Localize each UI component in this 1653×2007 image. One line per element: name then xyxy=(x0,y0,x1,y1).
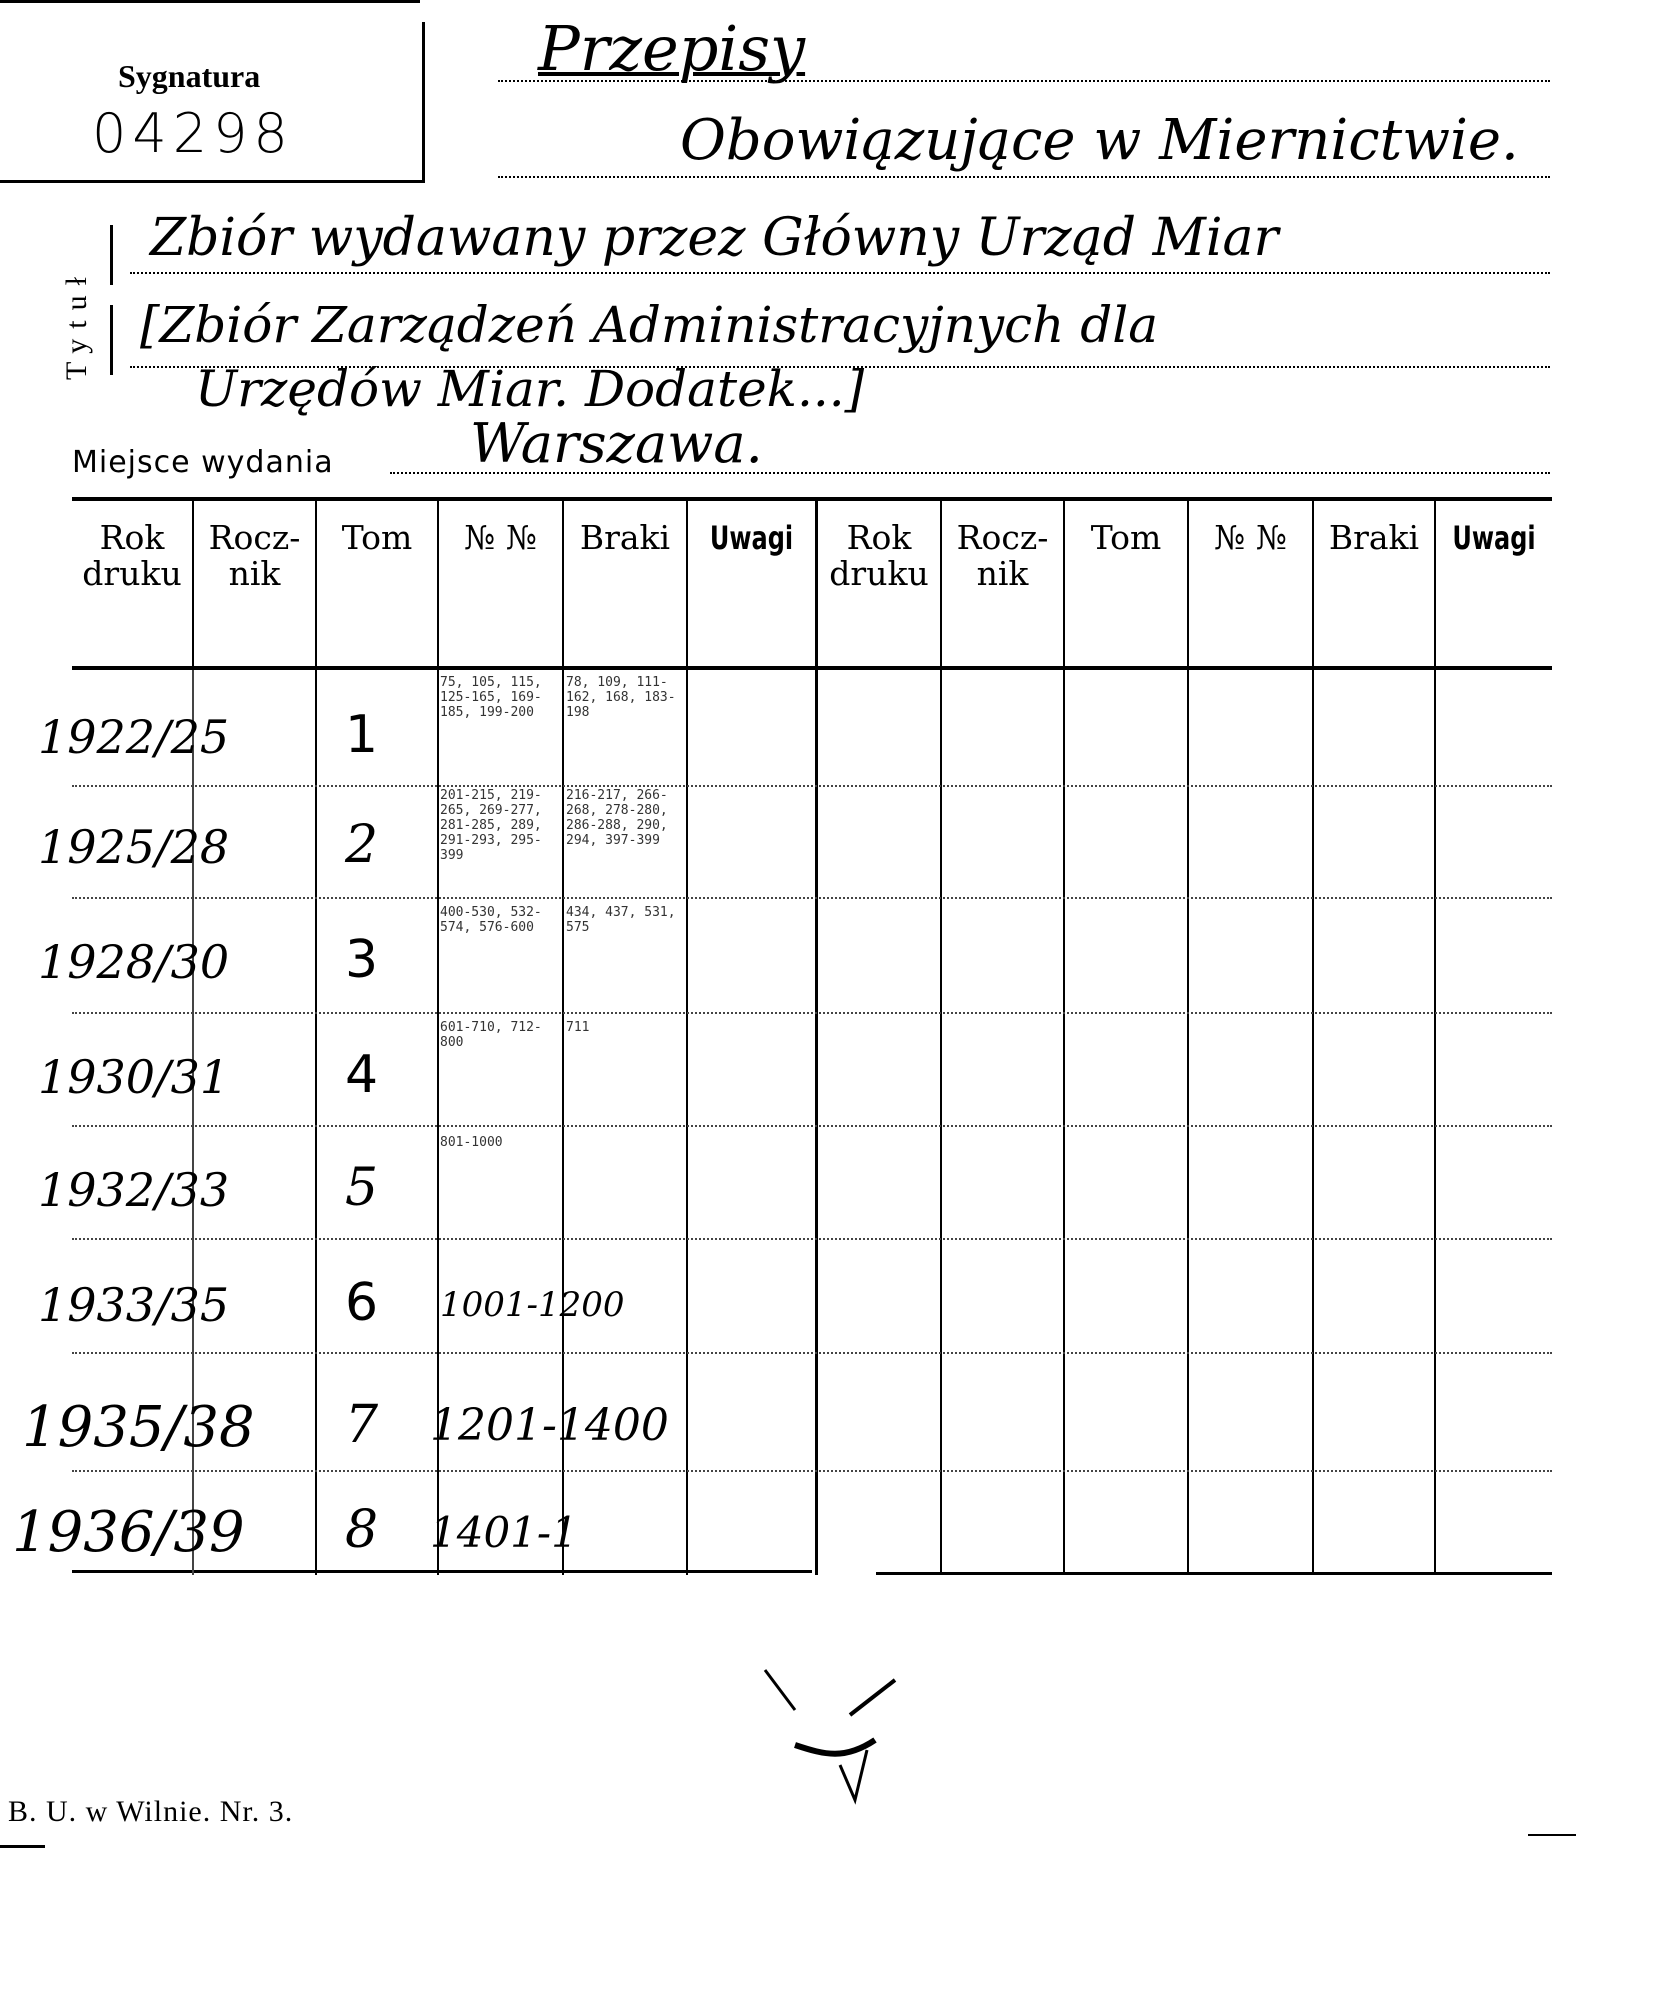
header-braki-right: Braki xyxy=(1328,518,1420,557)
numery-cell: 1401-1 xyxy=(430,1508,578,1557)
title-line-3: Zbiór wydawany przez Główny Urząd Miar xyxy=(150,208,1279,268)
table-bottom-line-left xyxy=(72,1570,812,1573)
table-header-bottom-line xyxy=(72,666,1552,670)
tom-cell: 8 xyxy=(345,1500,379,1560)
col-line xyxy=(1063,500,1065,1575)
header-tom-right: Tom xyxy=(1090,518,1162,557)
header-braki-left: Braki xyxy=(579,518,671,557)
top-edge-line xyxy=(0,0,420,3)
handwritten-mark-icon xyxy=(755,1660,915,1810)
row-separator xyxy=(72,785,1552,787)
header-rok-druku-right: Rok druku xyxy=(829,518,929,593)
header-tom-left: Tom xyxy=(341,518,413,557)
rok-druku-cell: 1936/39 xyxy=(12,1500,245,1565)
numery-cell: 801-1000 xyxy=(440,1135,503,1150)
braki-cell: 434, 437, 531, 575 xyxy=(566,905,676,935)
rok-druku-cell: 1935/38 xyxy=(22,1395,255,1460)
header-uwagi-left: Uwagi xyxy=(709,519,794,557)
miejsce-dotted xyxy=(390,472,1550,474)
title-line-1: Przepisy xyxy=(538,12,806,85)
col-line xyxy=(315,500,317,1575)
rok-druku-cell: 1932/33 xyxy=(38,1163,230,1217)
col-line xyxy=(686,500,688,1575)
sygnatura-label: Sygnatura xyxy=(118,58,261,94)
col-line xyxy=(1434,500,1436,1575)
footer-line-left xyxy=(0,1845,45,1848)
tom-cell: 7 xyxy=(345,1395,379,1455)
sygnatura-value: 04298 xyxy=(92,102,294,165)
title-dotted-2 xyxy=(498,176,1550,178)
numery-cell: 75, 105, 115, 125-165, 169-185, 199-200 xyxy=(440,675,542,720)
tytul-bracket-2 xyxy=(110,305,113,375)
rok-druku-cell: 1928/30 xyxy=(38,935,230,989)
col-line xyxy=(1187,500,1189,1575)
miejsce-value: Warszawa. xyxy=(470,412,763,475)
title-line-4: [Zbiór Zarządzeń Administracyjnych dla xyxy=(140,296,1159,354)
header-uwagi-right: Uwagi xyxy=(1452,519,1536,557)
row-separator xyxy=(72,1012,1552,1014)
tom-cell: 2 xyxy=(345,815,379,875)
footer-line-right xyxy=(1528,1834,1576,1836)
numery-cell: 1201-1400 xyxy=(430,1400,669,1451)
tom-cell: 5 xyxy=(345,1158,379,1218)
row-separator xyxy=(72,1352,1552,1354)
row-separator xyxy=(72,1470,1552,1472)
rok-druku-cell: 1925/28 xyxy=(38,820,230,874)
rok-druku-cell: 1930/31 xyxy=(38,1050,230,1104)
tom-cell: 6 xyxy=(345,1273,379,1333)
numery-cell: 400-530, 532-574, 576-600 xyxy=(440,905,542,935)
miejsce-label: Miejsce wydania xyxy=(72,445,334,480)
numery-cell: 1001-1200 xyxy=(440,1285,625,1325)
tom-cell: 4 xyxy=(345,1045,379,1105)
rok-druku-cell: 1922/25 xyxy=(38,710,230,764)
title-line-5: Urzędów Miar. Dodatek...] xyxy=(195,360,865,418)
header-numery-left: № № xyxy=(464,518,537,557)
title-dotted-1 xyxy=(498,80,1550,82)
col-line-center xyxy=(815,500,818,1575)
row-separator xyxy=(72,897,1552,899)
braki-cell: 78, 109, 111-162, 168, 183-198 xyxy=(566,675,676,720)
col-line xyxy=(1312,500,1314,1575)
header-rocznik-left: Rocz- nik xyxy=(208,518,301,593)
tytul-label: Tytuł xyxy=(60,267,93,380)
title-dotted-3 xyxy=(130,272,1550,274)
braki-cell: 216-217, 266-268, 278-280, 286-288, 290, 294, 397-399 xyxy=(566,788,668,848)
tom-cell: 3 xyxy=(345,930,379,990)
tytul-bracket-1 xyxy=(110,225,113,285)
header-rocznik-right: Rocz- nik xyxy=(956,518,1049,593)
braki-cell: 711 xyxy=(566,1020,590,1035)
table-bottom-line-right xyxy=(876,1572,1552,1575)
table-top-line xyxy=(72,497,1552,501)
title-line-2: Obowiązujące w Miernictwie. xyxy=(680,108,1519,173)
footer-text: B. U. w Wilnie. Nr. 3. xyxy=(8,1795,294,1828)
col-line xyxy=(940,500,942,1575)
numery-cell: 601-710, 712-800 xyxy=(440,1020,542,1050)
tom-cell: 1 xyxy=(345,705,379,765)
header-rok-druku-left: Rok druku xyxy=(82,518,182,593)
header-numery-right: № № xyxy=(1214,518,1287,557)
rok-druku-cell: 1933/35 xyxy=(38,1278,230,1332)
row-separator xyxy=(72,1238,1552,1240)
numery-cell: 201-215, 219-265, 269-277, 281-285, 289, 291-293, 295-399 xyxy=(440,788,542,863)
row-separator xyxy=(72,1125,1552,1127)
